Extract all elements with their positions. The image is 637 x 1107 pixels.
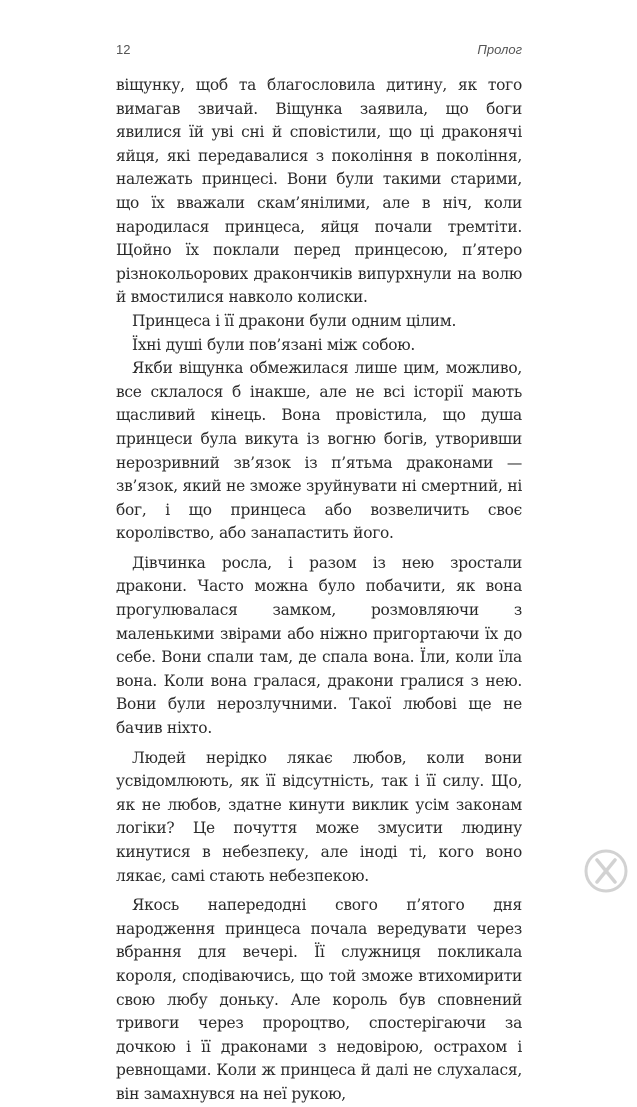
paragraph-7: Якось напередодні свого п’ятого дня народження принцеса почала вередувати через вбрання для вечері. Її служниця покликала короля, сподіваючись, що той зможе втихомирити свою любу доньку. Але король був сповнений тривоги через пророцтво, спостерігаючи за дочкою і її драконами з недовірою, острахом і ревнощами. Коли ж принцеса й далі не слухалася, він замахнувся на неї рукою, [116, 896, 522, 1103]
publisher-logo-icon [583, 848, 629, 894]
running-head: Пролог [477, 42, 522, 57]
body-text [116, 74, 522, 1107]
paragraph-6: Людей нерідко лякає любов, коли вони усвідомлюють, як її відсутність, так і її силу. Що, як не любов, здатне кинути виклик усім законам логіки? Це почуття може змусити людину кинутися в небезпеку, але іноді ті, кого воно лякає, самі стають небезпекою. [116, 748, 522, 885]
paragraph-2: Принцеса і її дракони були одним цілим. [132, 311, 457, 330]
paragraph-1: віщунку, щоб та благословила дитину, як того вимагав звичай. Віщунка заявила, що боги явилися їй уві сні й сповістили, що ці драконячі яйця, які передавалися з покоління в покоління, належать принцесі. Вони були такими старими, що їх вважали скам’янілими, але в ніч, коли народилася принцеса, яйця почали тремтіти. Щойно їх поклали перед принцесою, п’ятеро різнокольорових дракончиків випурхнули на волю й вмостилися навколо колиски. [116, 76, 522, 307]
paragraph-5: Дівчинка росла, і разом із нею зростали дракони. Часто можна було побачити, як вона прогулювалася замком, розмовляючи з маленькими звірами або ніжно пригортаючи їх до себе. Вони спали там, де спала вона. Їли, коли їла вона. Коли вона гралася, дракони гралися з нею. Вони були нерозлучними. Такої любові ще не бачив ніхто. [116, 553, 522, 738]
paragraph-4: Якби віщунка обмежилася лише цим, можливо, все склалося б інакше, але не всі історії мають щасливий кінець. Вона провістила, що душа принцеси була викута із вогню богів, утворивши нерозривний зв’язок із п’ятьма драконами — зв’язок, який не зможе зруйнувати ні смертний, ні бог, і що принцеса або возвеличить своє королівство, або занапастить його. [116, 359, 522, 543]
page-header [116, 42, 522, 62]
page-number: 12 [116, 42, 131, 57]
paragraph-3: Їхні душі були пов’язані між собою. [132, 335, 416, 354]
